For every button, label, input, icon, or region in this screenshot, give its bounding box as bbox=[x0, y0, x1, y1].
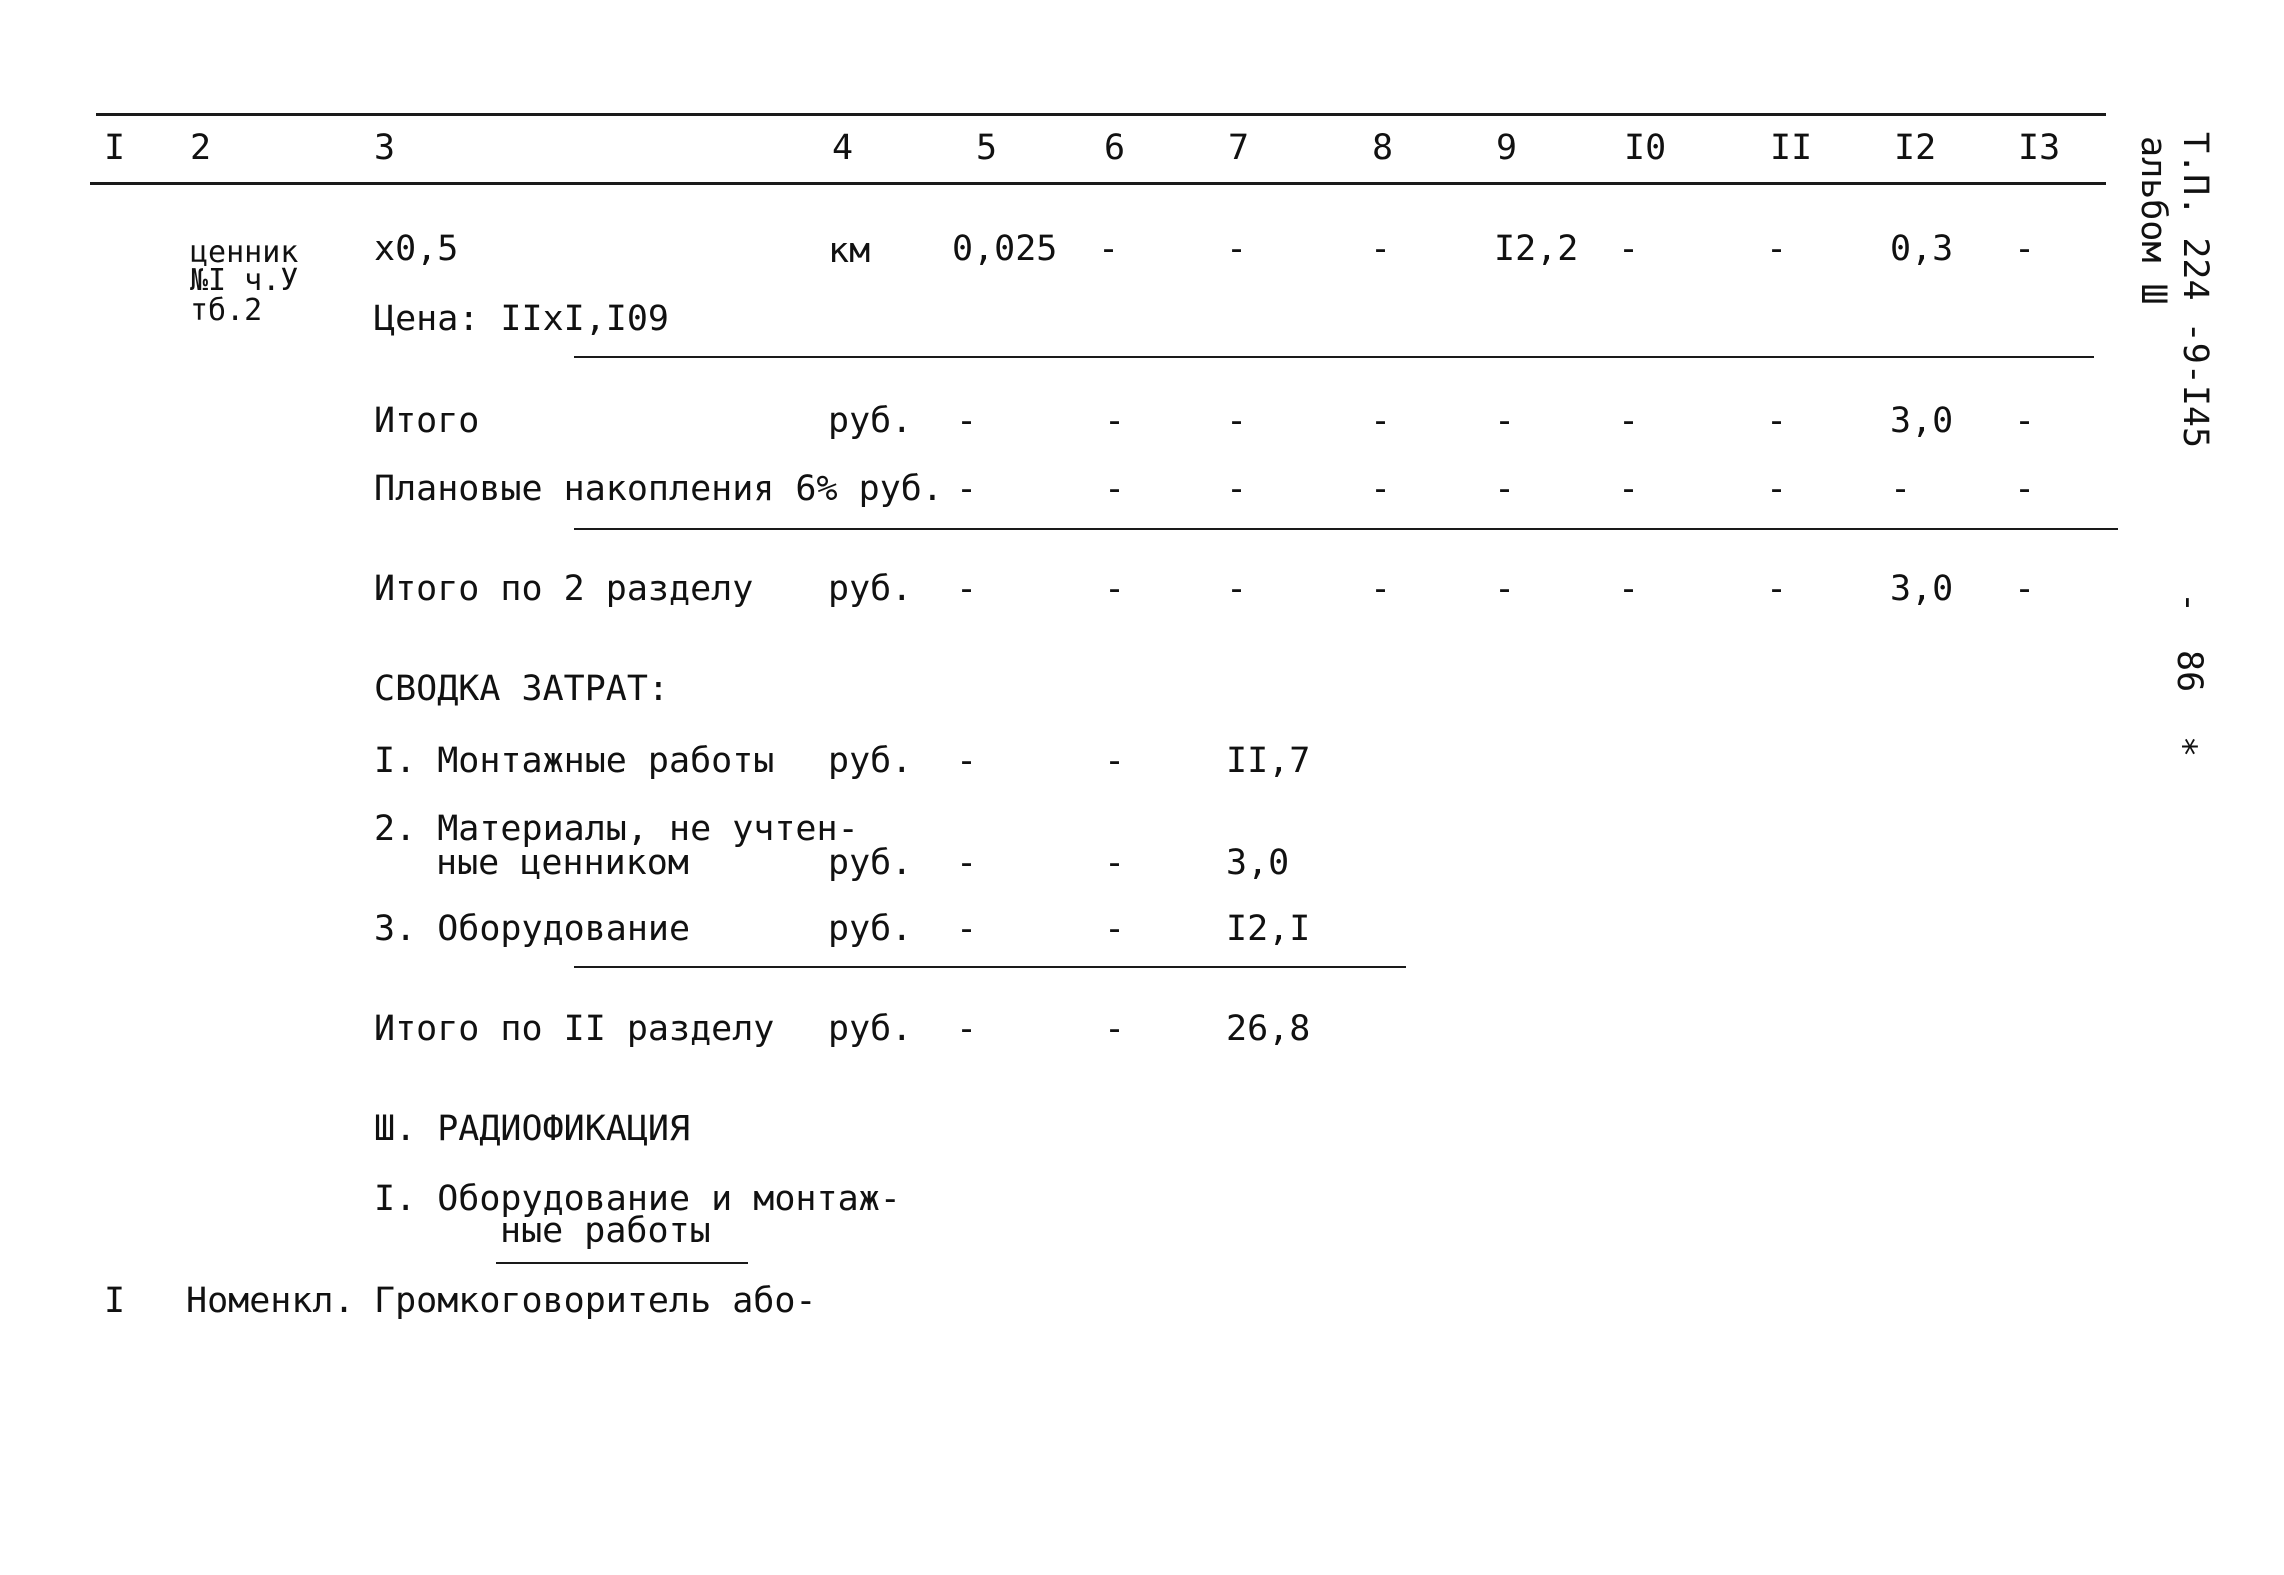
cell-7: - bbox=[1226, 569, 1248, 609]
col-header-1: I bbox=[104, 128, 126, 168]
price-note: Цена: IIхI,I09 bbox=[374, 299, 670, 339]
summary-item-2-c7: 3,0 bbox=[1226, 843, 1290, 883]
cell-13: - bbox=[2014, 569, 2036, 609]
summary-title: СВОДКА ЗАТРАТ: bbox=[374, 669, 670, 709]
cell-9: - bbox=[1494, 469, 1516, 509]
item-name: Плановые накопления 6% руб. bbox=[374, 469, 943, 509]
row-number: I bbox=[104, 1281, 126, 1321]
cell-6: - bbox=[1104, 401, 1126, 441]
item-name: х0,5 bbox=[374, 229, 459, 269]
cell-5: - bbox=[956, 401, 978, 441]
summary-item-2-unit: руб. bbox=[828, 843, 913, 883]
col-header-11: II bbox=[1770, 128, 1813, 168]
cell-9: I2,2 bbox=[1494, 229, 1579, 269]
cell-8: - bbox=[1370, 401, 1392, 441]
cell-13: - bbox=[2014, 469, 2036, 509]
summary-item-2-c5: - bbox=[956, 843, 978, 883]
cell-6: - bbox=[1104, 469, 1126, 509]
cell-6: - bbox=[1098, 229, 1120, 269]
row-source: Номенкл. bbox=[186, 1281, 355, 1321]
col-header-5: 5 bbox=[976, 128, 998, 168]
cell-10: - bbox=[1618, 469, 1640, 509]
cell-9: - bbox=[1494, 401, 1516, 441]
summary-item-2-name-line-1: 2. Материалы, не учтен- bbox=[374, 809, 859, 849]
summary-item-3-unit: руб. bbox=[828, 909, 913, 949]
unit: руб. bbox=[828, 401, 913, 441]
cell-6: - bbox=[1104, 569, 1126, 609]
summary-total-name: Итого по II разделу bbox=[374, 1009, 775, 1049]
cell-7: - bbox=[1226, 469, 1248, 509]
summary-item-3-c6: - bbox=[1104, 909, 1126, 949]
summary-item-1-c7: II,7 bbox=[1226, 741, 1311, 781]
col-header-12: I2 bbox=[1894, 128, 1937, 168]
summary-total-c5: - bbox=[956, 1009, 978, 1049]
item-name: Итого bbox=[374, 401, 480, 441]
col-header-3: 3 bbox=[374, 128, 396, 168]
top-rule bbox=[96, 113, 2106, 116]
rule-after-price bbox=[574, 356, 2094, 358]
summary-item-2-name-line-2: ные ценником bbox=[436, 843, 689, 883]
summary-item-3-name: 3. Оборудование bbox=[374, 909, 691, 949]
cell-12: 0,3 bbox=[1890, 229, 1954, 269]
col-header-2: 2 bbox=[190, 128, 212, 168]
col-header-7: 7 bbox=[1228, 128, 1250, 168]
cell-13: - bbox=[2014, 401, 2036, 441]
col-header-9: 9 bbox=[1496, 128, 1518, 168]
cell-11: - bbox=[1766, 401, 1788, 441]
cell-5: - bbox=[956, 569, 978, 609]
section-title: Ш. РАДИОФИКАЦИЯ bbox=[374, 1109, 691, 1149]
cell-11: - bbox=[1766, 229, 1788, 269]
summary-item-2-c6: - bbox=[1104, 843, 1126, 883]
col-header-10: I0 bbox=[1624, 128, 1667, 168]
cell-12: - bbox=[1890, 469, 1912, 509]
unit: руб. bbox=[828, 569, 913, 609]
rule-after-accumulations bbox=[574, 528, 2118, 530]
page-number: 86 bbox=[2169, 650, 2209, 693]
page-mark: * bbox=[2163, 736, 2203, 758]
cell-5: - bbox=[956, 469, 978, 509]
summary-item-3-c5: - bbox=[956, 909, 978, 949]
cell-7: - bbox=[1226, 229, 1248, 269]
cell-11: - bbox=[1766, 469, 1788, 509]
col-header-4: 4 bbox=[832, 128, 854, 168]
cell-8: - bbox=[1370, 569, 1392, 609]
album-label: альбом Ш bbox=[2133, 136, 2173, 305]
source-line-3: тб.2 bbox=[190, 293, 263, 328]
summary-item-1-unit: руб. bbox=[828, 741, 913, 781]
rule-before-total bbox=[574, 966, 1406, 968]
subsection-title-line-1: I. Оборудование и монтаж- bbox=[374, 1179, 901, 1219]
subsection-title-line-2: ные работы bbox=[500, 1211, 711, 1251]
summary-total-c6: - bbox=[1104, 1009, 1126, 1049]
summary-item-1-name: I. Монтажные работы bbox=[374, 741, 775, 781]
subsection-underline bbox=[496, 1262, 748, 1264]
row-name: Громкоговоритель або- bbox=[374, 1281, 817, 1321]
cell-11: - bbox=[1766, 569, 1788, 609]
cell-10: - bbox=[1618, 569, 1640, 609]
summary-total-c7: 26,8 bbox=[1226, 1009, 1311, 1049]
source-line-1: ценник bbox=[190, 235, 299, 270]
cell-10: - bbox=[1618, 401, 1640, 441]
summary-item-1-c5: - bbox=[956, 741, 978, 781]
cell-9: - bbox=[1494, 569, 1516, 609]
item-name: Итого по 2 разделу bbox=[374, 569, 754, 609]
col-header-6: 6 bbox=[1104, 128, 1126, 168]
summary-item-3-c7: I2,I bbox=[1226, 909, 1311, 949]
col-header-8: 8 bbox=[1372, 128, 1394, 168]
summary-total-unit: руб. bbox=[828, 1009, 913, 1049]
document-code: Т.П. 224 -9-I45 bbox=[2175, 132, 2215, 449]
unit: км bbox=[828, 231, 871, 271]
cell-5: 0,025 bbox=[952, 229, 1058, 269]
cell-8: - bbox=[1370, 469, 1392, 509]
header-bottom-rule bbox=[90, 182, 2106, 185]
source-line-2: №I ч.У bbox=[190, 263, 299, 298]
cell-7: - bbox=[1226, 401, 1248, 441]
cell-12: 3,0 bbox=[1890, 569, 1954, 609]
page-separator: - bbox=[2169, 592, 2209, 614]
cell-13: - bbox=[2014, 229, 2036, 269]
col-header-13: I3 bbox=[2018, 128, 2061, 168]
summary-item-1-c6: - bbox=[1104, 741, 1126, 781]
cell-10: - bbox=[1618, 229, 1640, 269]
cell-12: 3,0 bbox=[1890, 401, 1954, 441]
cell-8: - bbox=[1370, 229, 1392, 269]
